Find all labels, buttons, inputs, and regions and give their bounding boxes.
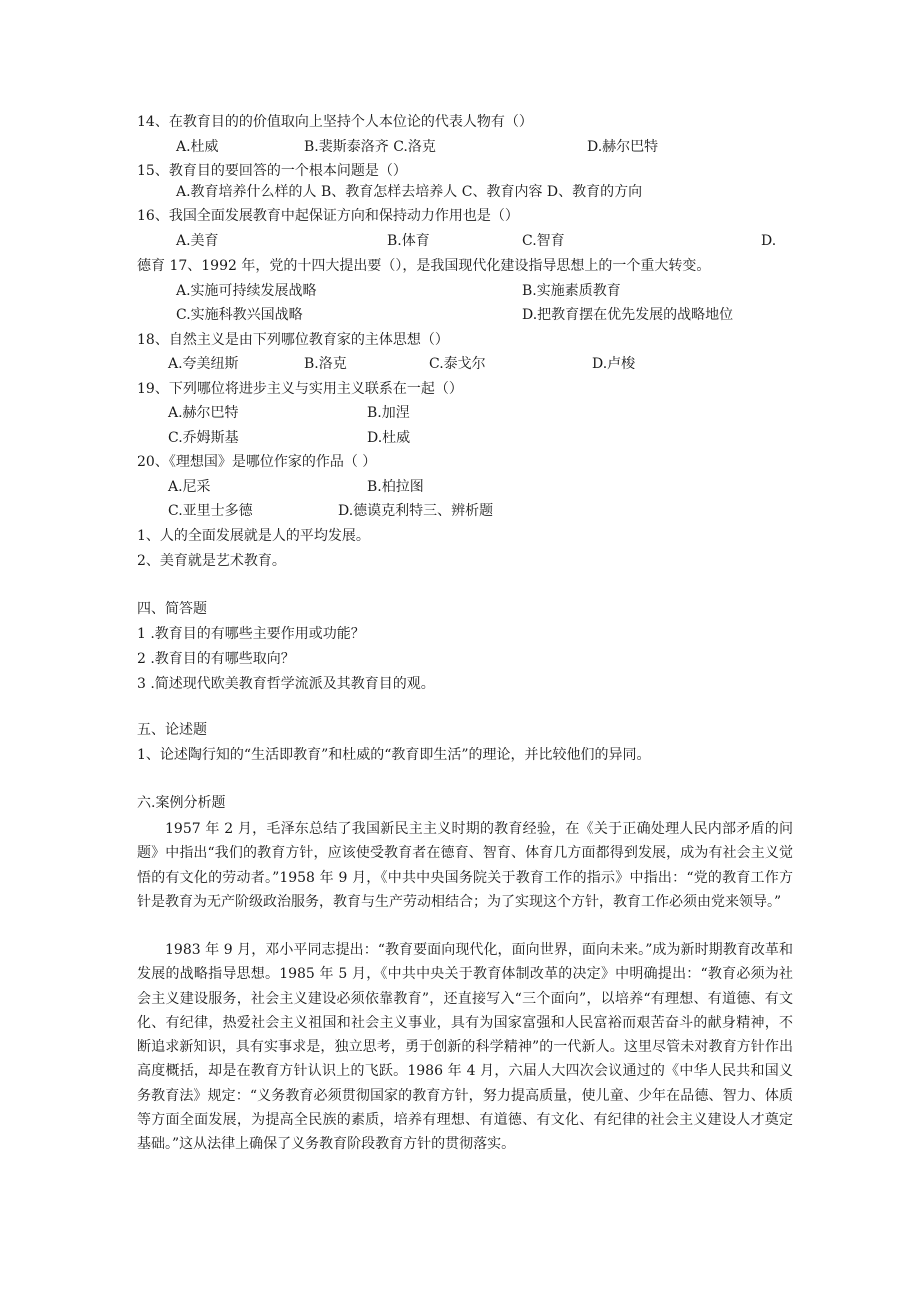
option-b: B.体育: [387, 233, 430, 249]
question-14-options: [0, 137, 920, 157]
option-b: B.加涅: [367, 405, 410, 421]
option-a: A.实施可持续发展战略: [176, 283, 317, 299]
option-a: A.美育: [176, 233, 219, 249]
option-a: A.杜威: [176, 139, 219, 155]
section-4-item-1: 1 .教育目的有哪些主要作用或功能？: [137, 626, 365, 642]
section-4-item-3: 3 .简述现代欧美教育哲学流派及其教育目的观。: [137, 676, 435, 692]
question-20-options-row1: [0, 477, 920, 497]
question-15: 15、教育目的要回答的一个根本问题是（）: [137, 163, 407, 179]
option-c: C.亚里士多德: [168, 503, 253, 519]
question-15-options: A.教育培养什么样的人 B、教育怎样去培养人 C、教育内容 D、教育的方向: [176, 184, 643, 200]
option-d: D.: [761, 233, 777, 249]
option-a: A.夸美纽斯: [168, 356, 239, 372]
question-19-options-row2: [0, 428, 920, 448]
option-d: D.把教育摆在优先发展的战略地位: [522, 307, 734, 323]
question-14: 14、在教育目的的价值取向上坚持个人本位论的代表人物有（）: [137, 114, 533, 130]
option-a: A.尼采: [168, 479, 211, 495]
case-paragraph-1: 1957 年 2 月，毛泽东总结了我国新民主主义时期的教育经验，在《关于正确处理人民内部矛盾的问题》中指出“我们的教育方针，应该使受教育者在德育、智育、体育几方面都得到发展，成为有社会主义觉悟的有文化的劳动者。”1958 年 9 月，《中共中央国务院关于教育工作的指示》中指出：“党的教育工作方针是教育为无产阶级政治服务，教育与生产劳动相结合；为了实现这个方针，教育工作必须由党来领导。”: [137, 821, 793, 910]
question-17-options-row2: [0, 305, 920, 325]
section-5-title: 五、论述题: [137, 722, 207, 738]
question-19-options-row1: [0, 403, 920, 423]
question-17-options-row1: [0, 281, 920, 301]
section-4-title: 四、简答题: [137, 601, 207, 617]
section-6-title: 六.案例分析题: [137, 795, 226, 811]
option-c: C.实施科教兴国战略: [176, 307, 303, 323]
option-b: B.实施素质教育: [522, 283, 621, 299]
question-16-options: [0, 231, 920, 251]
option-c: C.智育: [522, 233, 565, 249]
question-18: 18、自然主义是由下列哪位教育家的主体思想（）: [137, 332, 449, 348]
bianxi-item-1: 1、人的全面发展就是人的平均发展。: [137, 528, 370, 544]
question-20-options-row2: [0, 501, 920, 521]
option-d: D.德谟克利特三、辨析题: [338, 503, 494, 519]
question-20: 20、《理想国》是哪位作家的作品（ ）: [137, 454, 377, 470]
option-b: B.柏拉图: [367, 479, 424, 495]
question-16: 16、我国全面发展教育中起保证方向和保持动力作用也是（）: [137, 208, 519, 224]
option-c: C.泰戈尔: [429, 356, 486, 372]
option-d: D.杜威: [367, 430, 411, 446]
question-17: 德育 17、1992 年，党的十四大提出要（），是我国现代化建设指导思想上的一个重大转变。: [137, 258, 711, 274]
question-18-options: [0, 354, 920, 374]
section-5-item-1: 1、论述陶行知的“生活即教育”和杜威的“教育即生活”的理论，并比较他们的异同。: [137, 747, 651, 763]
option-b: B.洛克: [304, 356, 347, 372]
option-d: D.赫尔巴特: [587, 139, 659, 155]
option-b: B.裴斯泰洛齐 C.洛克: [304, 139, 436, 155]
option-c: C.乔姆斯基: [168, 430, 239, 446]
case-paragraph-2: 1983 年 9 月，邓小平同志提出：“教育要面向现代化，面向世界，面向未来。”成为新时期教育改革和发展的战略指导思想。1985 年 5 月，《中共中央关于教育体制改革的决定》中明确提出：“教育必须为社会主义建设服务，社会主义建设必须依靠教育”，还直接写入“三个面向”，以培养“有理想、有道德、有文化、有纪律，热爱社会主义祖国和社会主义事业，具有为国家富强和人民富裕而艰苦奋斗的献身精神，不断追求新知识，具有实事求是，独立思考，勇于创新的科学精神”的一代新人。这里尽管未对教育方针作出高度概括，却是在教育方针认识上的飞跃。1986 年 4 月，六届人大四次会议通过的《中华人民共和国义务教育法》规定：“义务教育必须贯彻国家的教育方针，努力提高质量，使儿童、少年在品德、智力、体质等方面全面发展，为提高全民族的素质，培养有理想、有道德、有文化、有纪律的社会主义建设人才奠定基础。”这从法律上确保了义务教育阶段教育方针的贯彻落实。: [137, 942, 793, 1153]
section-4-item-2: 2 .教育目的有哪些取向？: [137, 651, 295, 667]
bianxi-item-2: 2、美育就是艺术教育。: [137, 553, 286, 569]
option-d: D.卢梭: [592, 356, 636, 372]
option-a: A.赫尔巴特: [168, 405, 239, 421]
question-19: 19、下列哪位将进步主义与实用主义联系在一起（）: [137, 381, 463, 397]
